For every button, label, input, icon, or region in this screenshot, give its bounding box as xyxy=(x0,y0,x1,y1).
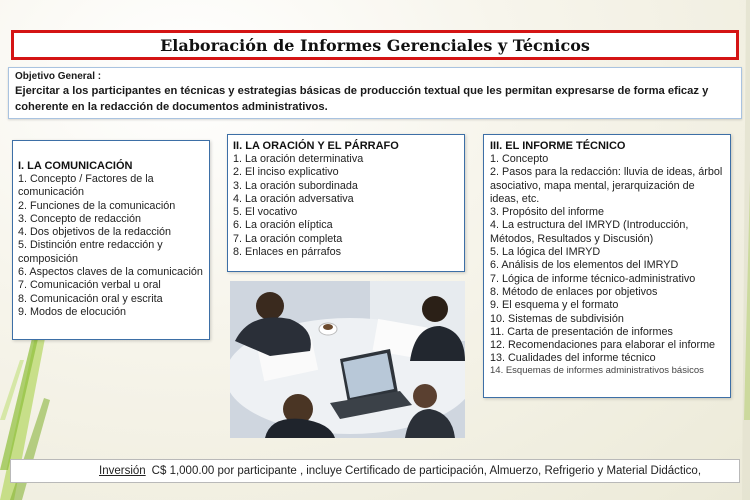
objective-panel xyxy=(8,67,742,119)
investment-label: Inversión xyxy=(99,465,146,477)
list-item: 8. Método de enlaces por objetivos xyxy=(490,285,658,298)
list-item: 6. La oración elíptica xyxy=(233,219,333,232)
list-item: 8. Comunicación oral y escrita xyxy=(18,292,163,305)
section-technical-report xyxy=(483,134,731,398)
list-item: 12. Recomendaciones para elaborar el informe xyxy=(490,339,716,352)
section-list xyxy=(233,153,459,259)
list-item: 10. Sistemas de subdivisión xyxy=(490,312,624,325)
list-item: 11. Carta de presentación de informes xyxy=(490,325,673,338)
section-heading: II. LA ORACIÓN Y EL PÁRRAFO xyxy=(233,140,399,152)
list-item: 3. Propósito del informe xyxy=(490,206,605,219)
list-item: 2. Pasos para la redacción: lluvia de ideas, árbol asociativo, mapa mental, jerarquización de ideas, etc. xyxy=(490,166,723,205)
title-banner xyxy=(11,30,739,60)
list-item: 1. Concepto / Factores de la comunicación xyxy=(18,173,154,199)
includes-label: incluye xyxy=(306,465,343,477)
list-item: 7. Lógica de informe técnico-administrativo xyxy=(490,272,696,285)
list-item: 2. El inciso explicativo xyxy=(233,166,339,179)
list-item: 3. La oración subordinada xyxy=(233,179,358,192)
section-communication xyxy=(12,140,210,340)
includes-text: Certificado de participación, Almuerzo, Refrigerio y Material Didáctico, xyxy=(345,465,702,477)
list-item: 14. Esquemas de informes administrativos básicos xyxy=(490,364,704,376)
price-text: C$ 1,000.00 por participante , xyxy=(151,465,304,477)
list-item: 7. La oración completa xyxy=(233,232,343,245)
list-item: 13. Cualidades del informe técnico xyxy=(490,352,656,365)
list-item: 4. La oración adversativa xyxy=(233,192,354,205)
objective-text: Ejercitar a los participantes en técnicas y estrategias básicas de producción textual que les permitan expresarse de forma eficaz y coherente en la redacción de documentos administrativos. xyxy=(15,85,709,113)
list-item: 7. Comunicación verbal u oral xyxy=(18,279,161,292)
objective-label: Objetivo General : xyxy=(15,71,102,82)
section-list xyxy=(18,173,204,319)
footer-investment xyxy=(10,459,740,483)
list-item: 5. Distinción entre redacción y composición xyxy=(18,239,163,265)
list-item: 9. Modos de elocución xyxy=(18,305,127,318)
list-item: 1. La oración determinativa xyxy=(233,153,364,165)
business-meeting-photo xyxy=(230,281,465,438)
list-item: 6. Aspectos claves de la comunicación xyxy=(18,266,203,279)
section-list xyxy=(490,153,724,376)
section-heading: I. LA COMUNICACIÓN xyxy=(18,160,133,172)
list-item: 2. Funciones de la comunicación xyxy=(18,199,176,212)
meeting-illustration xyxy=(230,281,465,438)
list-item: 5. El vocativo xyxy=(233,206,298,219)
list-item: 3. Concepto de redacción xyxy=(18,212,142,225)
list-item: 6. Análisis de los elementos del IMRYD xyxy=(490,259,679,272)
list-item: 8. Enlaces en párrafos xyxy=(233,246,342,259)
list-item: 4. Dos objetivos de la redacción xyxy=(18,226,172,239)
section-heading: III. EL INFORME TÉCNICO xyxy=(490,140,626,152)
list-item: 4. La estructura del IMRYD (Introducción, Métodos, Resultados y Discusión) xyxy=(490,219,689,245)
list-item: 1. Concepto xyxy=(490,153,549,165)
list-item: 9. El esquema y el formato xyxy=(490,299,619,312)
page-title: Elaboración de Informes Gerenciales y Técnicos xyxy=(160,35,590,55)
list-item: 5. La lógica del IMRYD xyxy=(490,246,601,259)
section-sentence-paragraph xyxy=(227,134,465,272)
